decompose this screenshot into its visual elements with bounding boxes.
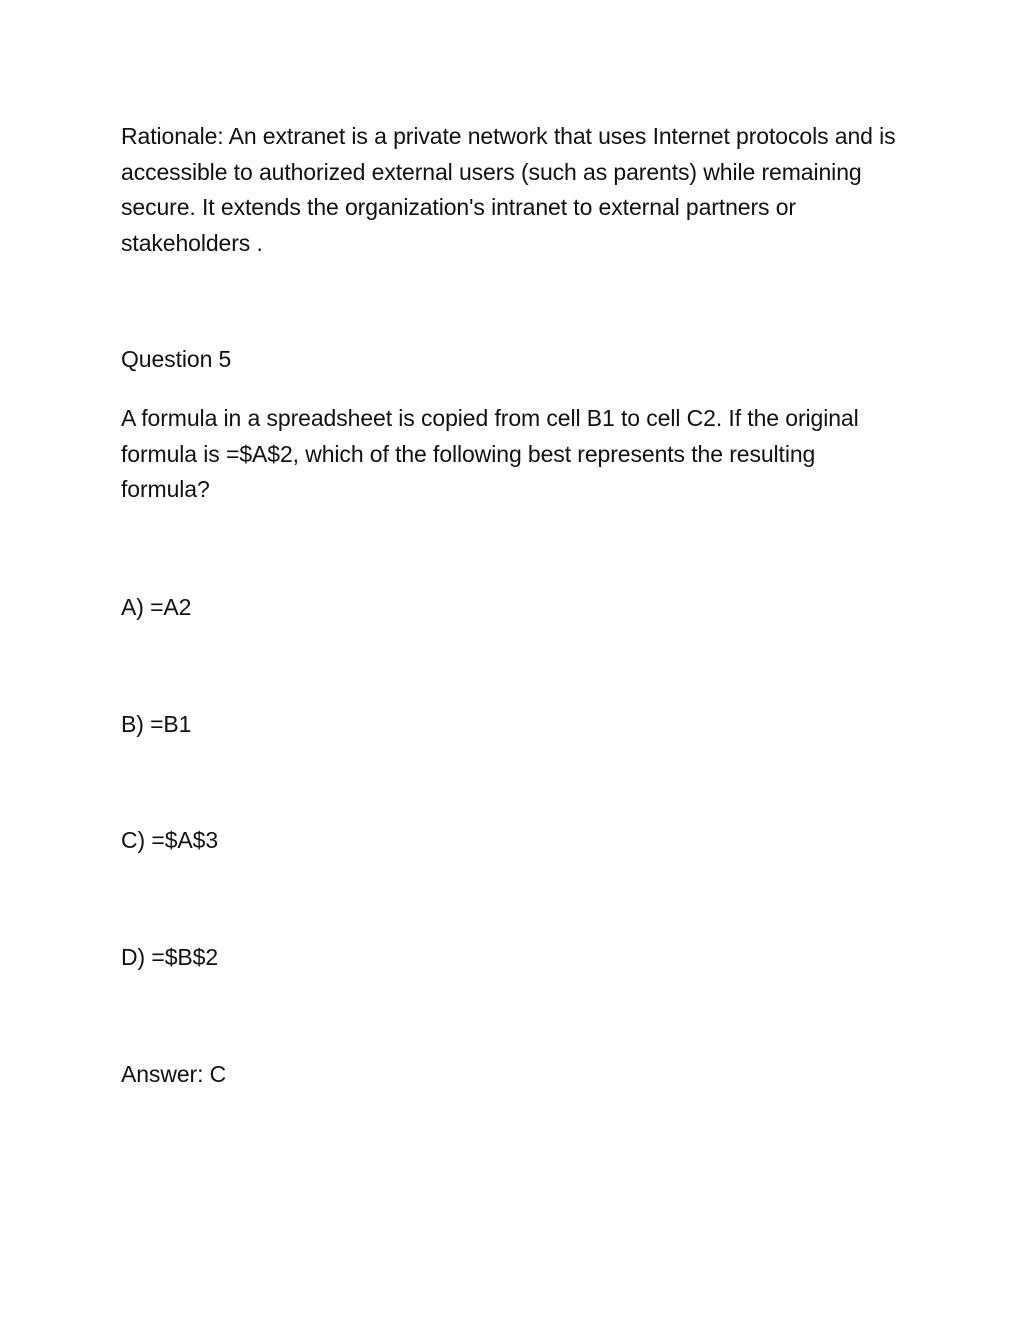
question-text: A formula in a spreadsheet is copied from cell B1 to cell C2. If the original formula is =$A$2, which of the following best represents the resulting formula?	[121, 405, 859, 502]
question-heading: Question 5	[121, 346, 232, 372]
option-c: C) =$A$3	[121, 827, 219, 853]
rationale-paragraph: Rationale: An extranet is a private network that uses Internet protocols and is accessible to authorized external users (such as parents) while remaining secure. It extends the organization's intranet to external partners or stakeholders .	[121, 123, 896, 256]
option-b: B) =B1	[121, 711, 192, 737]
option-d: D) =$B$2	[121, 944, 219, 970]
answer-line: Answer: C	[121, 1061, 227, 1087]
option-a: A) =A2	[121, 594, 192, 620]
